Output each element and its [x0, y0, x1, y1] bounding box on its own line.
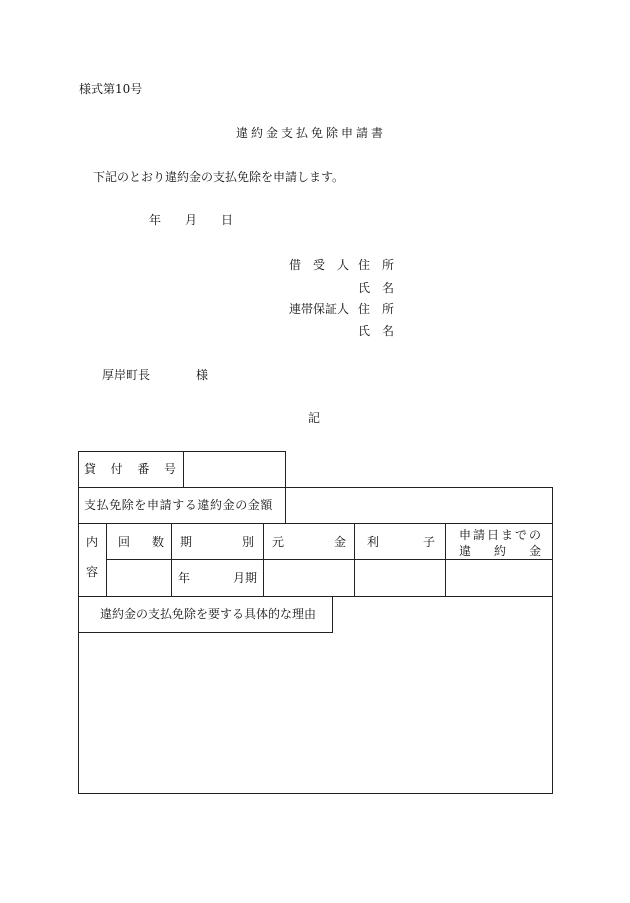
guarantor-name-label: 氏 名 [358, 324, 395, 338]
date-day: 日 [221, 213, 234, 227]
period-year: 年 [178, 571, 191, 585]
form-number: 様式第10号 [79, 82, 143, 96]
header-principal: 元 金 [272, 535, 346, 549]
contents-label-1: 内 [86, 535, 99, 549]
borrower-label: 借 受 人 [289, 258, 350, 272]
loan-number-label: 貸 付 番 号 [84, 462, 176, 476]
header-penalty-line2: 違 約 金 [459, 544, 541, 558]
header-interest: 利 子 [367, 535, 435, 549]
header-penalty-line1: 申請日までの [459, 528, 544, 542]
header-count: 回 数 [118, 535, 164, 549]
borrower-name-label: 氏 名 [358, 281, 395, 295]
period-month: 月期 [233, 571, 258, 585]
guarantor-address-label: 住 所 [358, 302, 395, 316]
application-table [78, 451, 553, 794]
reason-label: 違約金の支払免除を要する具体的な理由 [100, 607, 317, 621]
addressee-honorific: 様 [196, 368, 209, 382]
guarantor-label: 連帯保証人 [289, 302, 350, 316]
ki-heading: 記 [308, 411, 321, 425]
intro-text: 下記のとおり違約金の支払免除を申請します。 [93, 170, 345, 184]
contents-label-2: 容 [86, 565, 99, 579]
date-year: 年 [149, 213, 162, 227]
borrower-address-label: 住 所 [358, 258, 395, 272]
header-period: 期 別 [180, 535, 254, 549]
document-title: 違約金支払免除申請書 [236, 126, 387, 140]
amount-label: 支払免除を申請する違約金の金額 [84, 498, 274, 512]
date-month: 月 [185, 213, 198, 227]
addressee-name: 厚岸町長 [102, 368, 151, 382]
